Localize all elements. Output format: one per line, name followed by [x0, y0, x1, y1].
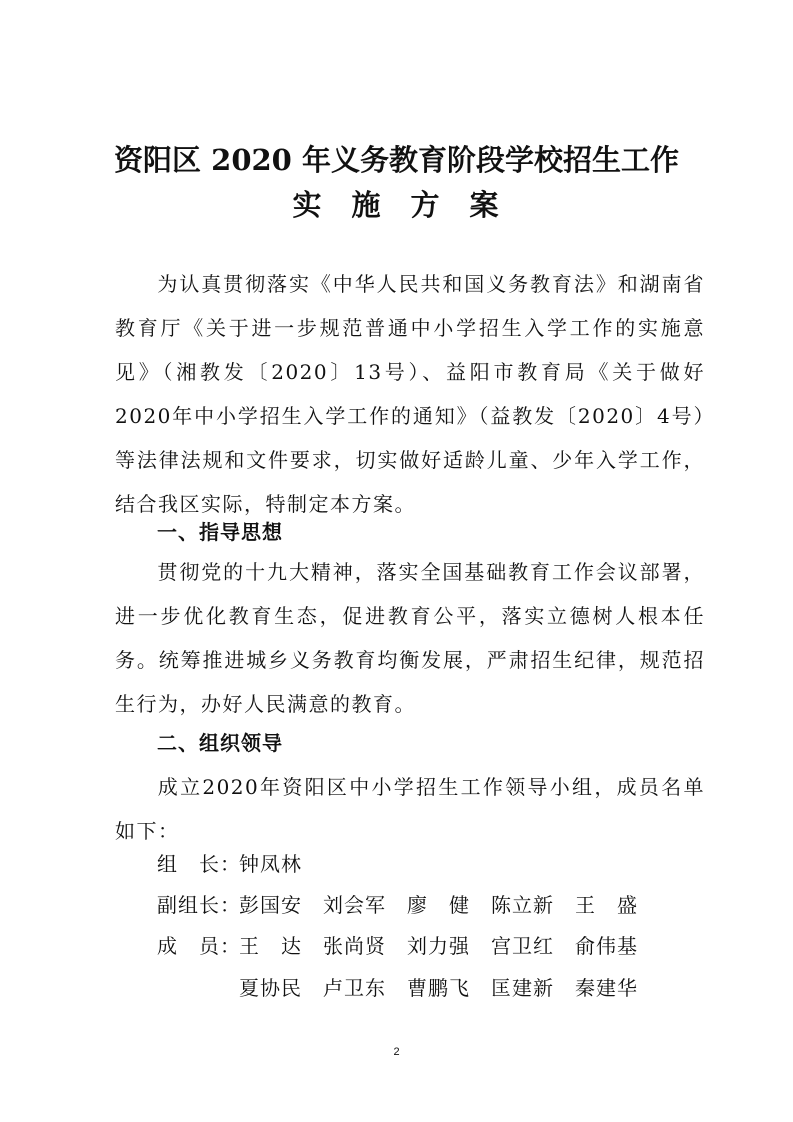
- deputy-name: 陈立新: [491, 893, 554, 917]
- leader-label: 组 长：: [157, 852, 241, 876]
- member-label: 成 员：: [157, 934, 241, 958]
- deputy-name: 彭国安: [239, 893, 302, 917]
- guiding-ideology-paragraph: 贯彻党的十九大精神，落实全国基础教育工作会议部署，进一步优化教育生态，促进教育公平，落实立德树人根本任务。统筹推进城乡义务教育均衡发展，严肃招生纪律，规范招生行为，办好人民满意的教育。: [115, 560, 705, 716]
- member-name: 宫卫红: [491, 934, 554, 958]
- member-name: 俞伟基: [575, 934, 638, 958]
- deputy-row: [157, 889, 659, 918]
- document-subtitle: [0, 183, 793, 224]
- member-row: [157, 930, 659, 959]
- section-heading-guiding-ideology: 一、指导思想: [157, 520, 283, 544]
- subtitle-char: 施: [351, 188, 383, 222]
- member-name: 张尚贤: [323, 934, 386, 958]
- subtitle-char: 实: [292, 188, 324, 222]
- document-title: 资阳区 2020 年义务教育阶段学校招生工作: [114, 143, 679, 177]
- subtitle-char: 案: [469, 188, 501, 222]
- deputy-label: 副组长：: [157, 893, 241, 917]
- page-number: 2: [393, 1046, 400, 1058]
- deputy-name: 刘会军: [323, 893, 386, 917]
- leader-name: 钟凤林: [239, 852, 302, 876]
- subtitle-char: 方: [410, 188, 442, 222]
- deputy-name: 王 盛: [575, 893, 638, 917]
- deputy-name: 廖 健: [407, 893, 470, 917]
- member-name: 王 达: [239, 934, 302, 958]
- member-name: 秦建华: [575, 976, 638, 1000]
- member-name: 卢卫东: [323, 976, 386, 1000]
- member-name: 曹鹏飞: [407, 976, 470, 1000]
- leader-row: [157, 848, 323, 877]
- member-name: 匡建新: [491, 976, 554, 1000]
- member-row-continued: [239, 972, 659, 1001]
- member-name: 刘力强: [407, 934, 470, 958]
- intro-paragraph: 为认真贯彻落实《中华人民共和国义务教育法》和湖南省教育厅《关于进一步规范普通中小学招生入学工作的实施意见》（湘教发〔2020〕13号）、益阳市教育局《关于做好2020年中小学招生入学工作的通知》（益教发〔2020〕4号）等法律法规和文件要求，切实做好适龄儿童、少年入学工作，结合我区实际，特制定本方案。: [115, 272, 705, 516]
- member-name: 夏协民: [239, 976, 302, 1000]
- organization-paragraph: 成立2020年资阳区中小学招生工作领导小组，成员名单如下：: [115, 775, 705, 843]
- section-heading-organization: 二、组织领导: [157, 731, 283, 755]
